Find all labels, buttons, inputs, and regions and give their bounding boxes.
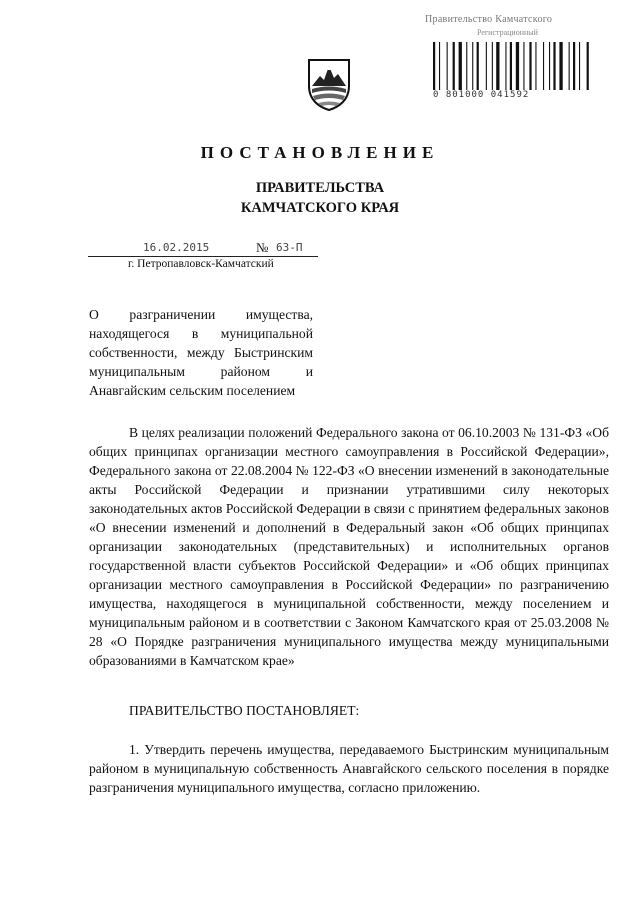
registration-stamp	[425, 14, 615, 100]
kamchatka-coat-of-arms-icon	[306, 56, 352, 112]
preamble-paragraph: В целях реализации положений Федерального закона от 06.10.2003 № 131-ФЗ «Об общих принципах организации местного самоуправления в Российской Федерации», Федерального закона от 22.08.2004 № 122-ФЗ «О внесении изменений в законодательные акты Российской Федерации и признании утратившими силу некоторых законодательных актов Российской Федерации в связи с принятием федеральных законов «О внесении изменений и дополнений в Федеральный закон «Об общих принципах организации законодательных (представительных) и исполнительных органов государственной власти субъектов Российской Федерации» и «Об общих принципах организации местного самоуправления в Российской Федерации» по разграничению имущества, находящегося в муниципальной собственности, между поселением и муниципальным районом и в соответствии с Законом Камчатского края от 25.03.2008 № 28 «О Порядке разграничения муниципального имущества между муниципальными образованиями в Камчатском крае»	[89, 425, 609, 668]
document-subject: О разграничении имущества, находящегося в муниципальной собственности, между Быстринским муниципальным районом и Анавгайским сельским поселением	[89, 307, 313, 398]
issuer-line-1: ПРАВИТЕЛЬСТВА	[255, 180, 385, 196]
document-date: 16.02.2015	[143, 241, 210, 254]
resolution-point-1: 1. Утвердить перечень имущества, передаваемого Быстринским муниципальным районом в муниципальную собственность Анавгайского сельского поселения в порядке разграничения муниципального имущества, согласно приложению.	[89, 742, 609, 795]
stamp-sub-text: Регистрационный	[477, 28, 538, 37]
barcode-icon	[433, 42, 595, 90]
document-title: ПОСТАНОВЛЕНИЕ	[200, 143, 440, 162]
issuer-line-2: КАМЧАТСКОГО КРАЯ	[240, 200, 400, 216]
document-number: 63-П	[276, 241, 303, 254]
resolution-heading: ПРАВИТЕЛЬСТВО ПОСТАНОВЛЯЕТ:	[129, 703, 360, 718]
issue-city: г. Петропавловск-Камчатский	[128, 258, 274, 270]
barcode-number: 0 801000 041592	[433, 90, 530, 100]
stamp-top-text: Правительство Камчатского	[425, 14, 553, 25]
date-underline	[88, 256, 318, 257]
number-sign: №	[256, 240, 269, 255]
